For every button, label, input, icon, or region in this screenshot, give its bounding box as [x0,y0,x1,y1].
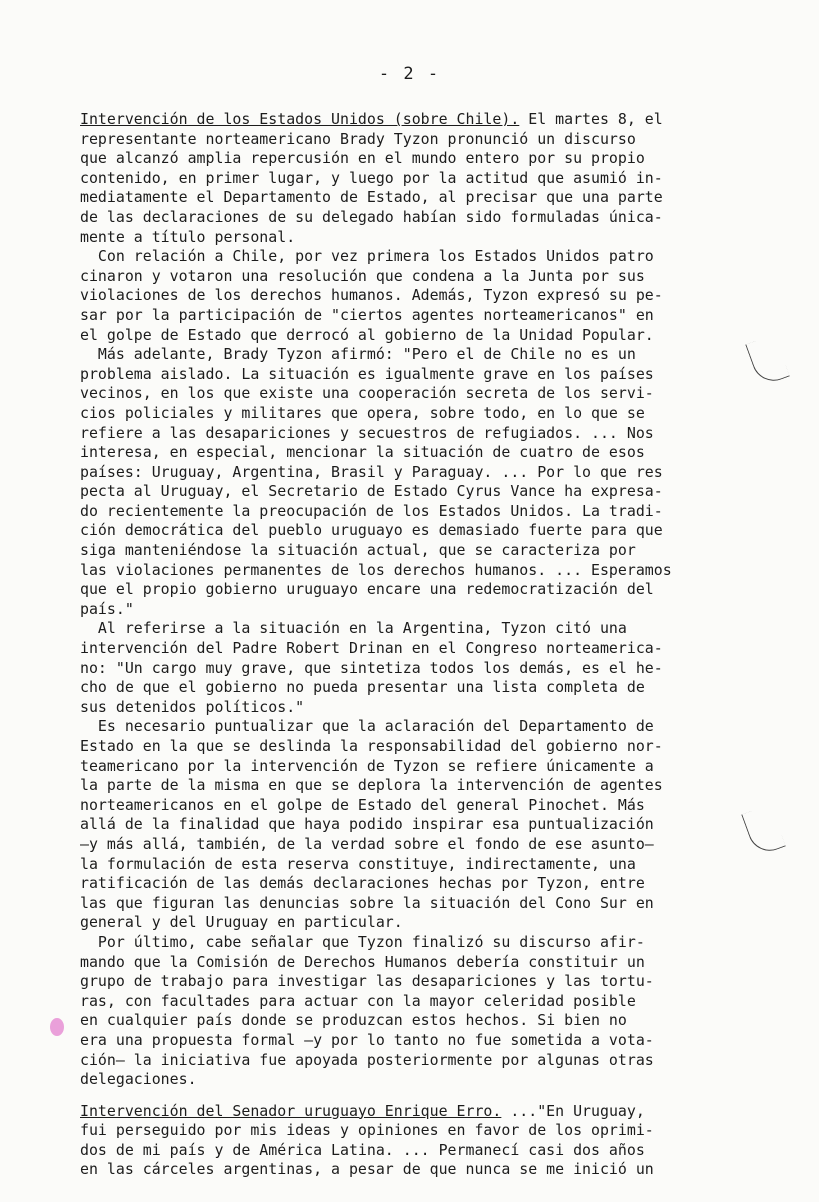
text-line: en cualquier país donde se produzcan estos hechos. Si bien no [80,1011,627,1030]
text-line: violaciones de los derechos humanos. Además, Tyzon expresó su pe- [80,286,663,305]
text-line: representante norteamericano Brady Tyzon pronunció un discurso [80,129,636,148]
text-line: ción democrática del pueblo uruguayo es demasiado fuerte para que [80,521,663,540]
text-line: problema aislado. La situación es igualmente grave en los países [80,364,654,383]
text-line: teamericano por la intervención de Tyzon se refiere únicamente a [80,756,654,775]
text-line: do recientemente la preocupación de los Estados Unidos. La tradi- [80,501,663,520]
text-line: era una propuesta formal —y por lo tanto no fue sometida a vota- [80,1030,654,1049]
text-line: pecta al Uruguay, el Secretario de Estado Cyrus Vance ha expresa- [80,482,663,501]
text-line: allá de la finalidad que haya podido inspirar esa puntualización [80,815,654,834]
text-line: las que figuran las denuncias sobre la situación del Cono Sur en [80,893,654,912]
text-line: el golpe de Estado que derrocó al gobierno de la Unidad Popular. [80,325,654,344]
text-line: ratificación de las demás declaraciones hechas por Tyzon, entre [80,874,645,893]
text-line: Con relación a Chile, por vez primera los Estados Unidos patro [80,247,654,266]
margin-mark-bottom [741,804,786,857]
text-line: fui perseguido por mis ideas y opiniones en favor de los oprimi- [80,1121,654,1140]
section-2-lines [80,1121,672,1180]
text-line: que alcanzó amplia repercusión en el mundo entero por su propio [80,149,645,168]
text-line: que el propio gobierno uruguayo encare una redemocratización del [80,580,654,599]
text-line: Es necesario puntualizar que la aclaración del Departamento de [80,717,654,736]
page-number: - 2 - [378,64,441,84]
text-line: mando que la Comisión de Derechos Humanos debería constituir un [80,952,645,971]
text-line: intervención del Padre Robert Drinan en el Congreso norteamerica- [80,639,663,658]
text-line: sar por la participación de "ciertos agentes norteamericanos" en [80,305,654,324]
text-line: las violaciones permanentes de los derechos humanos. ... Esperamos [80,560,672,579]
text-line: vecinos, en los que existe una cooperación secreta de los servi- [80,384,654,403]
text-line: delegaciones. [80,1070,197,1089]
text-line: cios policiales y militares que opera, sobre todo, en lo que se [80,403,645,422]
highlighter-mark [50,1018,64,1036]
text-line: cinaron y votaron una resolución que condena a la Junta por sus [80,266,645,285]
text-line: Más adelante, Brady Tyzon afirmó: "Pero el de Chile no es un [80,345,636,364]
text-line: no: "Un cargo muy grave, que sintetiza todos los demás, es el he- [80,658,663,677]
text-line: Al referirse a la situación en la Argentina, Tyzon citó una [80,619,627,638]
text-line: dos de mi país y de América Latina. ... Permanecí casi dos años [80,1140,645,1159]
text-line: —y más allá, también, de la verdad sobre el fondo de ese asunto— [80,834,654,853]
text-line: grupo de trabajo para investigar las desapariciones y las tortu- [80,972,654,991]
document-body [80,110,672,1180]
text-line: sus detenidos políticos." [80,697,305,716]
text-line: de las declaraciones de su delegado habían sido formuladas única- [80,207,663,226]
section-2-heading: Intervención del Senador uruguayo Enrique Erro. [80,1101,502,1120]
section-1-first-line-rest: El martes 8, el [519,110,663,128]
text-line: la formulación de esta reserva constituye, indirectamente, una [80,854,636,873]
margin-mark-top [745,334,790,387]
text-line: siga manteniéndose la situación actual, que se caracteriza por [80,541,636,560]
text-line: países: Uruguay, Argentina, Brasil y Paraguay. ... Por lo que res [80,462,663,481]
text-line: en las cárceles argentinas, a pesar de que nunca se me inició un [80,1160,654,1179]
text-line: mente a título personal. [80,227,296,246]
section-1-first-line [80,110,672,130]
text-line: ción— la iniciativa fue apoyada posteriormente por algunas otras [80,1050,654,1069]
text-line: interesa, en especial, mencionar la situación de cuatro de esos [80,443,645,462]
text-line: mediatamente el Departamento de Estado, al precisar que una parte [80,188,663,207]
text-line: Por último, cabe señalar que Tyzon finalizó su discurso afir- [80,932,645,951]
text-line: ras, con facultades para actuar con la mayor celeridad posible [80,991,636,1010]
text-line: general y del Uruguay en particular. [80,913,403,932]
text-line: refiere a las desapariciones y secuestros de refugiados. ... Nos [80,423,654,442]
text-line: cho de que el gobierno no pueda presentar una lista completa de [80,678,645,697]
section-1-heading: Intervención de los Estados Unidos (sobre Chile). [80,110,520,128]
section-1-lines [80,130,672,1090]
text-line: país." [80,599,134,618]
text-line: contenido, en primer lugar, y luego por la actitud que asumió in- [80,168,663,187]
section-2-first-line-rest: ..."En Uruguay, [501,1101,645,1120]
section-2-first-line [80,1102,672,1122]
text-line: la parte de la misma en que se deplora la intervención de agentes [80,776,663,795]
text-line: norteamericanos en el golpe de Estado del general Pinochet. Más [80,795,645,814]
text-line: Estado en la que se deslinda la responsabilidad del gobierno nor- [80,737,663,755]
